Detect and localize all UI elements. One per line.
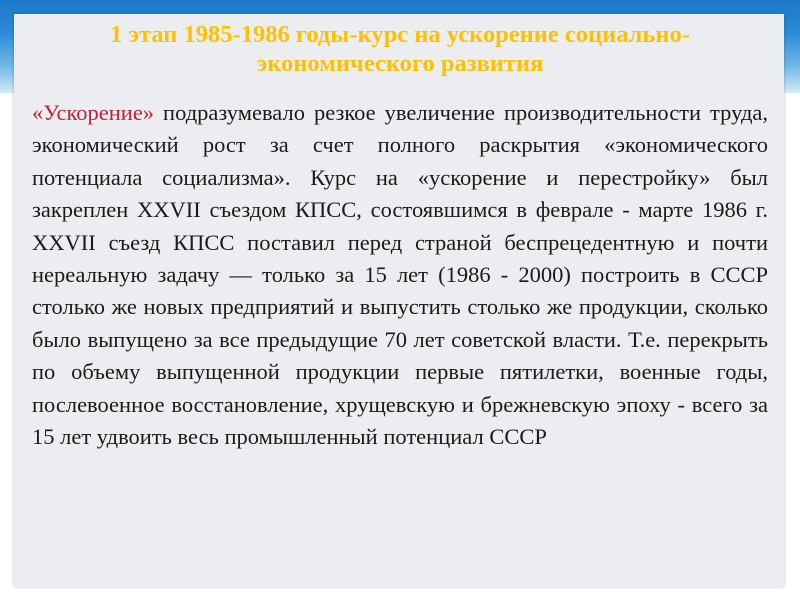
body-lead-term: «Ускорение» (32, 100, 155, 125)
slide-body (32, 97, 768, 453)
slide-title: 1 этап 1985-1986 годы-курс на ускорение социально-экономического развития (110, 21, 690, 77)
body-text-rest: подразумевало резкое увеличение производительности труда, экономический рост за счет полного раскрытия «экономического потенциала социализма». Курс на «ускорение и перестройку» был закреплен XXVII съездом КПСС, состоявшимся в феврале - марте 1986 г. XXVII съезд КПСС поставил перед страной беспрецедентную и почти нереальную задачу — только за 15 лет (1986 - 2000) построить в СССР столько же новых предприятий и выпустить столько же продукции, сколько было выпущено за все предыдущие 70 лет советской власти. Т.е. перекрыть по объему выпущенной продукции первые пятилетки, военные годы, послевоенное восстановление, хрущевскую и брежневскую эпоху - всего за 15 лет удвоить весь промышленный потенциал СССР (32, 100, 768, 450)
